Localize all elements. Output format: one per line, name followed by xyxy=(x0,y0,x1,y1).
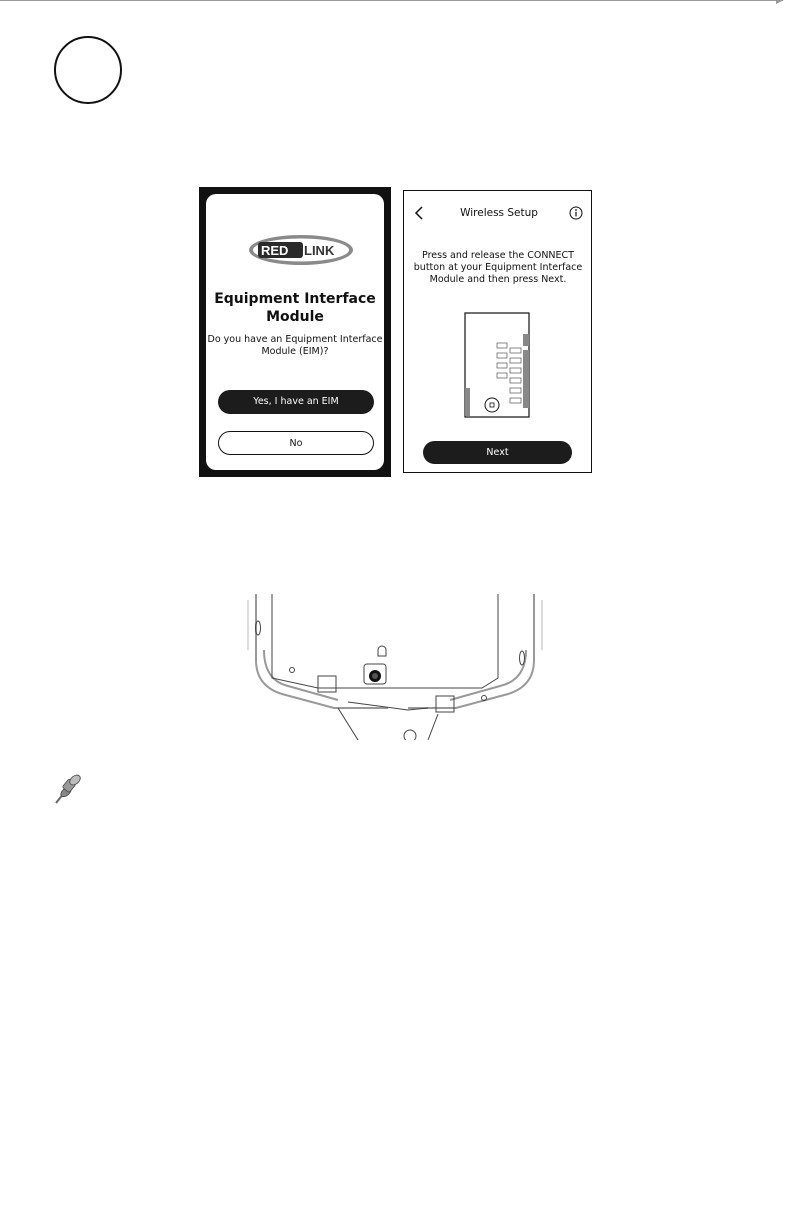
next-button[interactable]: Next xyxy=(423,441,572,464)
eim-question-text: Do you have an Equipment Interface Module (EIM)? xyxy=(207,334,383,357)
eim-question-panel xyxy=(206,194,384,470)
connect-instructions: Press and release the CONNECT button at your Equipment Interface Module and then press Next. xyxy=(413,250,583,285)
wireless-setup-screen xyxy=(403,190,592,473)
redlink-logo xyxy=(248,234,354,266)
chevron-left-icon[interactable] xyxy=(413,206,425,220)
step-circle xyxy=(54,36,122,104)
svg-text:RED: RED xyxy=(261,243,289,258)
pushpin-icon xyxy=(52,772,82,806)
no-button[interactable]: No xyxy=(218,431,374,455)
eim-question-screen xyxy=(199,187,391,477)
svg-text:LINK: LINK xyxy=(304,243,335,258)
eim-board-illustration xyxy=(464,312,530,418)
wireless-setup-header: Wireless Setup xyxy=(460,207,538,219)
top-rule-arrow xyxy=(776,0,784,4)
top-rule xyxy=(0,0,783,1)
eim-title: Equipment Interface Module xyxy=(214,291,376,325)
info-icon[interactable] xyxy=(569,206,583,220)
eim-connect-button-photo xyxy=(238,590,550,740)
yes-eim-button[interactable]: Yes, I have an EIM xyxy=(218,390,374,414)
